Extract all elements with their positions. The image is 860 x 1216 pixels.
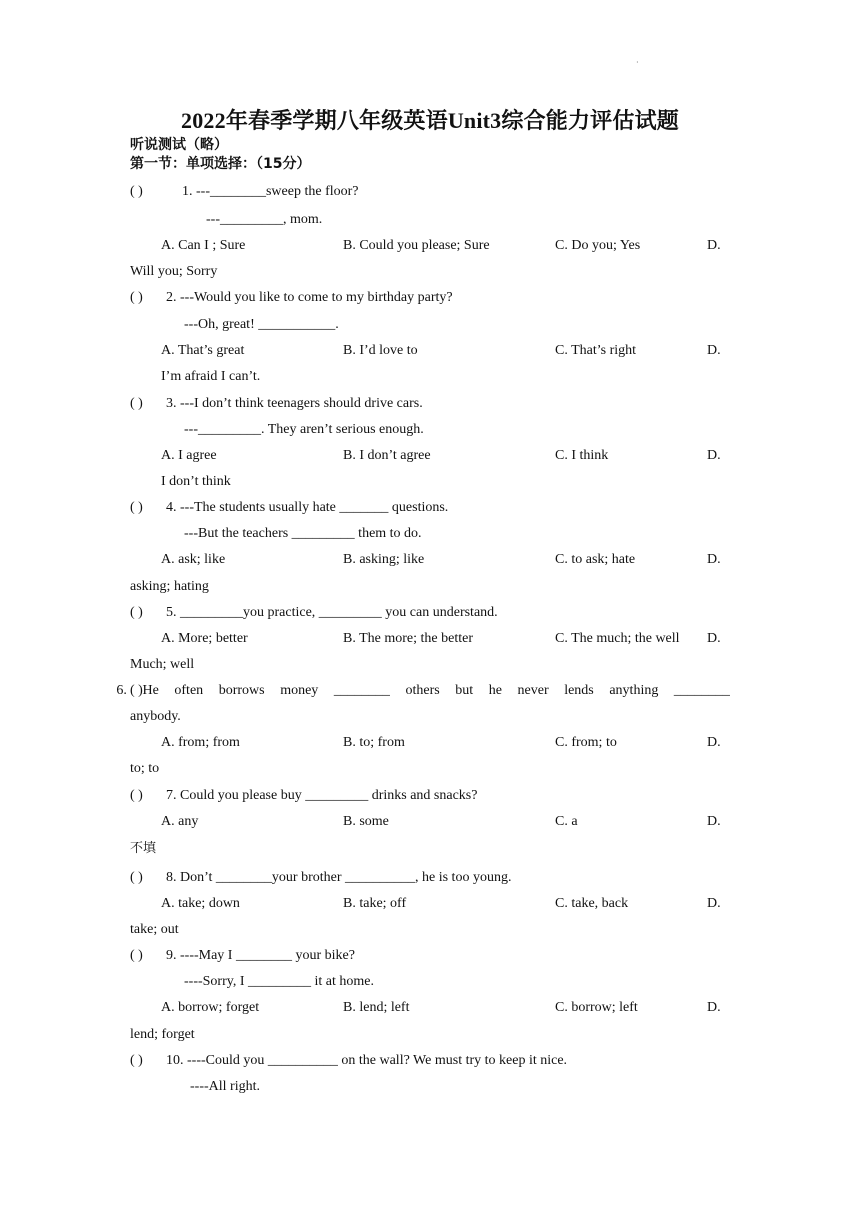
stem-word: he <box>488 683 502 698</box>
answer-paren: ( ) <box>130 500 143 515</box>
question-stem-cont: anybody. <box>130 709 181 724</box>
stem-word: never <box>517 683 549 698</box>
question-stem: 5. _________you practice, _________ you can understand. <box>166 605 498 620</box>
option-d-label: D. <box>707 552 721 567</box>
stem-word: anything <box>609 683 659 698</box>
question-stem: 2. ---Would you like to come to my birthday party? <box>166 290 453 305</box>
question-reply: ---_________, mom. <box>206 212 323 227</box>
section-listening: 听说测试（略） <box>130 137 228 153</box>
question-reply: ---_________. They aren’t serious enough. <box>184 422 424 437</box>
stem-blank: ________ <box>673 683 730 698</box>
option-c: C. from; to <box>555 735 617 750</box>
question-stem-justified <box>116 682 730 700</box>
stem-word: lends <box>564 683 594 698</box>
answer-paren: ( ) <box>130 788 143 803</box>
option-b: B. some <box>343 814 389 829</box>
stem-word: often <box>174 683 204 698</box>
option-b: B. I’d love to <box>343 343 418 358</box>
stem-word: money <box>280 683 319 698</box>
stem-blank: ________ <box>333 683 390 698</box>
answer-paren: ( ) <box>130 396 143 411</box>
question-stem: 4. ---The students usually hate _______ questions. <box>166 500 449 515</box>
question-stem: 7. Could you please buy _________ drinks and snacks? <box>166 788 478 803</box>
option-a: A. from; from <box>161 735 240 750</box>
answer-paren: ( ) <box>130 1053 143 1068</box>
option-b: B. take; off <box>343 896 407 911</box>
option-a: A. ask; like <box>161 552 226 567</box>
answer-paren: ( ) <box>130 683 143 698</box>
option-c: C. That’s right <box>555 343 637 358</box>
option-d-label: D. <box>707 735 721 750</box>
option-d-text: to; to <box>130 761 160 776</box>
option-c: C. to ask; hate <box>555 552 636 567</box>
option-c: C. take, back <box>555 896 629 911</box>
answer-paren: ( ) <box>130 870 143 885</box>
option-b: B. asking; like <box>343 552 425 567</box>
option-c: C. borrow; left <box>555 1000 638 1015</box>
option-b: B. The more; the better <box>343 631 473 646</box>
option-d-label: D. <box>707 896 721 911</box>
section-single-choice: 第一节：单项选择：（15分） <box>130 156 311 172</box>
question-stem: 8. Don’t ________your brother __________, he is too young. <box>166 870 512 885</box>
answer-paren: ( ) <box>130 290 143 305</box>
option-c: C. I think <box>555 448 609 463</box>
option-d-label: D. <box>707 448 721 463</box>
option-a: A. That’s great <box>161 343 245 358</box>
question-reply: ---But the teachers _________ them to do. <box>184 526 422 541</box>
option-c: C. The much; the well <box>555 631 680 646</box>
header-dot: · <box>636 58 639 67</box>
option-d-text: take; out <box>130 922 179 937</box>
question-reply: ----All right. <box>190 1079 260 1094</box>
option-d-text: Will you; Sorry <box>130 264 218 279</box>
option-a: A. take; down <box>161 896 240 911</box>
option-d-label: D. <box>707 631 721 646</box>
stem-word: He <box>142 683 159 698</box>
option-c: C. Do you; Yes <box>555 238 641 253</box>
question-stem: 9. ----May I ________ your bike? <box>166 948 355 963</box>
option-d-text: Much; well <box>130 657 195 672</box>
answer-paren: ( ) <box>130 184 143 199</box>
option-b: B. to; from <box>343 735 405 750</box>
question-stem: 10. ----Could you __________ on the wall? We must try to keep it nice. <box>166 1053 568 1068</box>
option-d-label: D. <box>707 343 721 358</box>
question-stem: 3. ---I don’t think teenagers should drive cars. <box>166 396 423 411</box>
option-a: A. I agree <box>161 448 217 463</box>
option-a: A. any <box>161 814 199 829</box>
option-b: B. I don’t agree <box>343 448 431 463</box>
answer-paren: ( ) <box>130 948 143 963</box>
option-b: B. lend; left <box>343 1000 410 1015</box>
option-a: A. Can I ; Sure <box>161 238 246 253</box>
option-b: B. Could you please; Sure <box>343 238 490 253</box>
page-title: 2022年春季学期八年级英语Unit3综合能力评估试题 <box>181 108 679 133</box>
option-d-label: D. <box>707 814 721 829</box>
question-reply: ----Sorry, I _________ it at home. <box>184 974 374 989</box>
stem-word: 6. <box>116 683 127 698</box>
question-stem: 1. ---________sweep the floor? <box>182 184 359 199</box>
stem-word: others <box>405 683 440 698</box>
option-d-text: I don’t think <box>161 474 231 489</box>
answer-paren: ( ) <box>130 605 143 620</box>
stem-word: but <box>455 683 474 698</box>
option-d-label: D. <box>707 238 721 253</box>
stem-word: borrows <box>218 683 265 698</box>
option-a: A. More; better <box>161 631 248 646</box>
option-d-label: D. <box>707 1000 721 1015</box>
option-d-text: asking; hating <box>130 579 209 594</box>
question-reply: ---Oh, great! ___________. <box>184 317 339 332</box>
option-d-text: I’m afraid I can’t. <box>161 369 261 384</box>
option-d-text: lend; forget <box>130 1027 195 1042</box>
option-a: A. borrow; forget <box>161 1000 260 1015</box>
option-c: C. a <box>555 814 578 829</box>
option-d-text: 不填 <box>130 841 157 856</box>
